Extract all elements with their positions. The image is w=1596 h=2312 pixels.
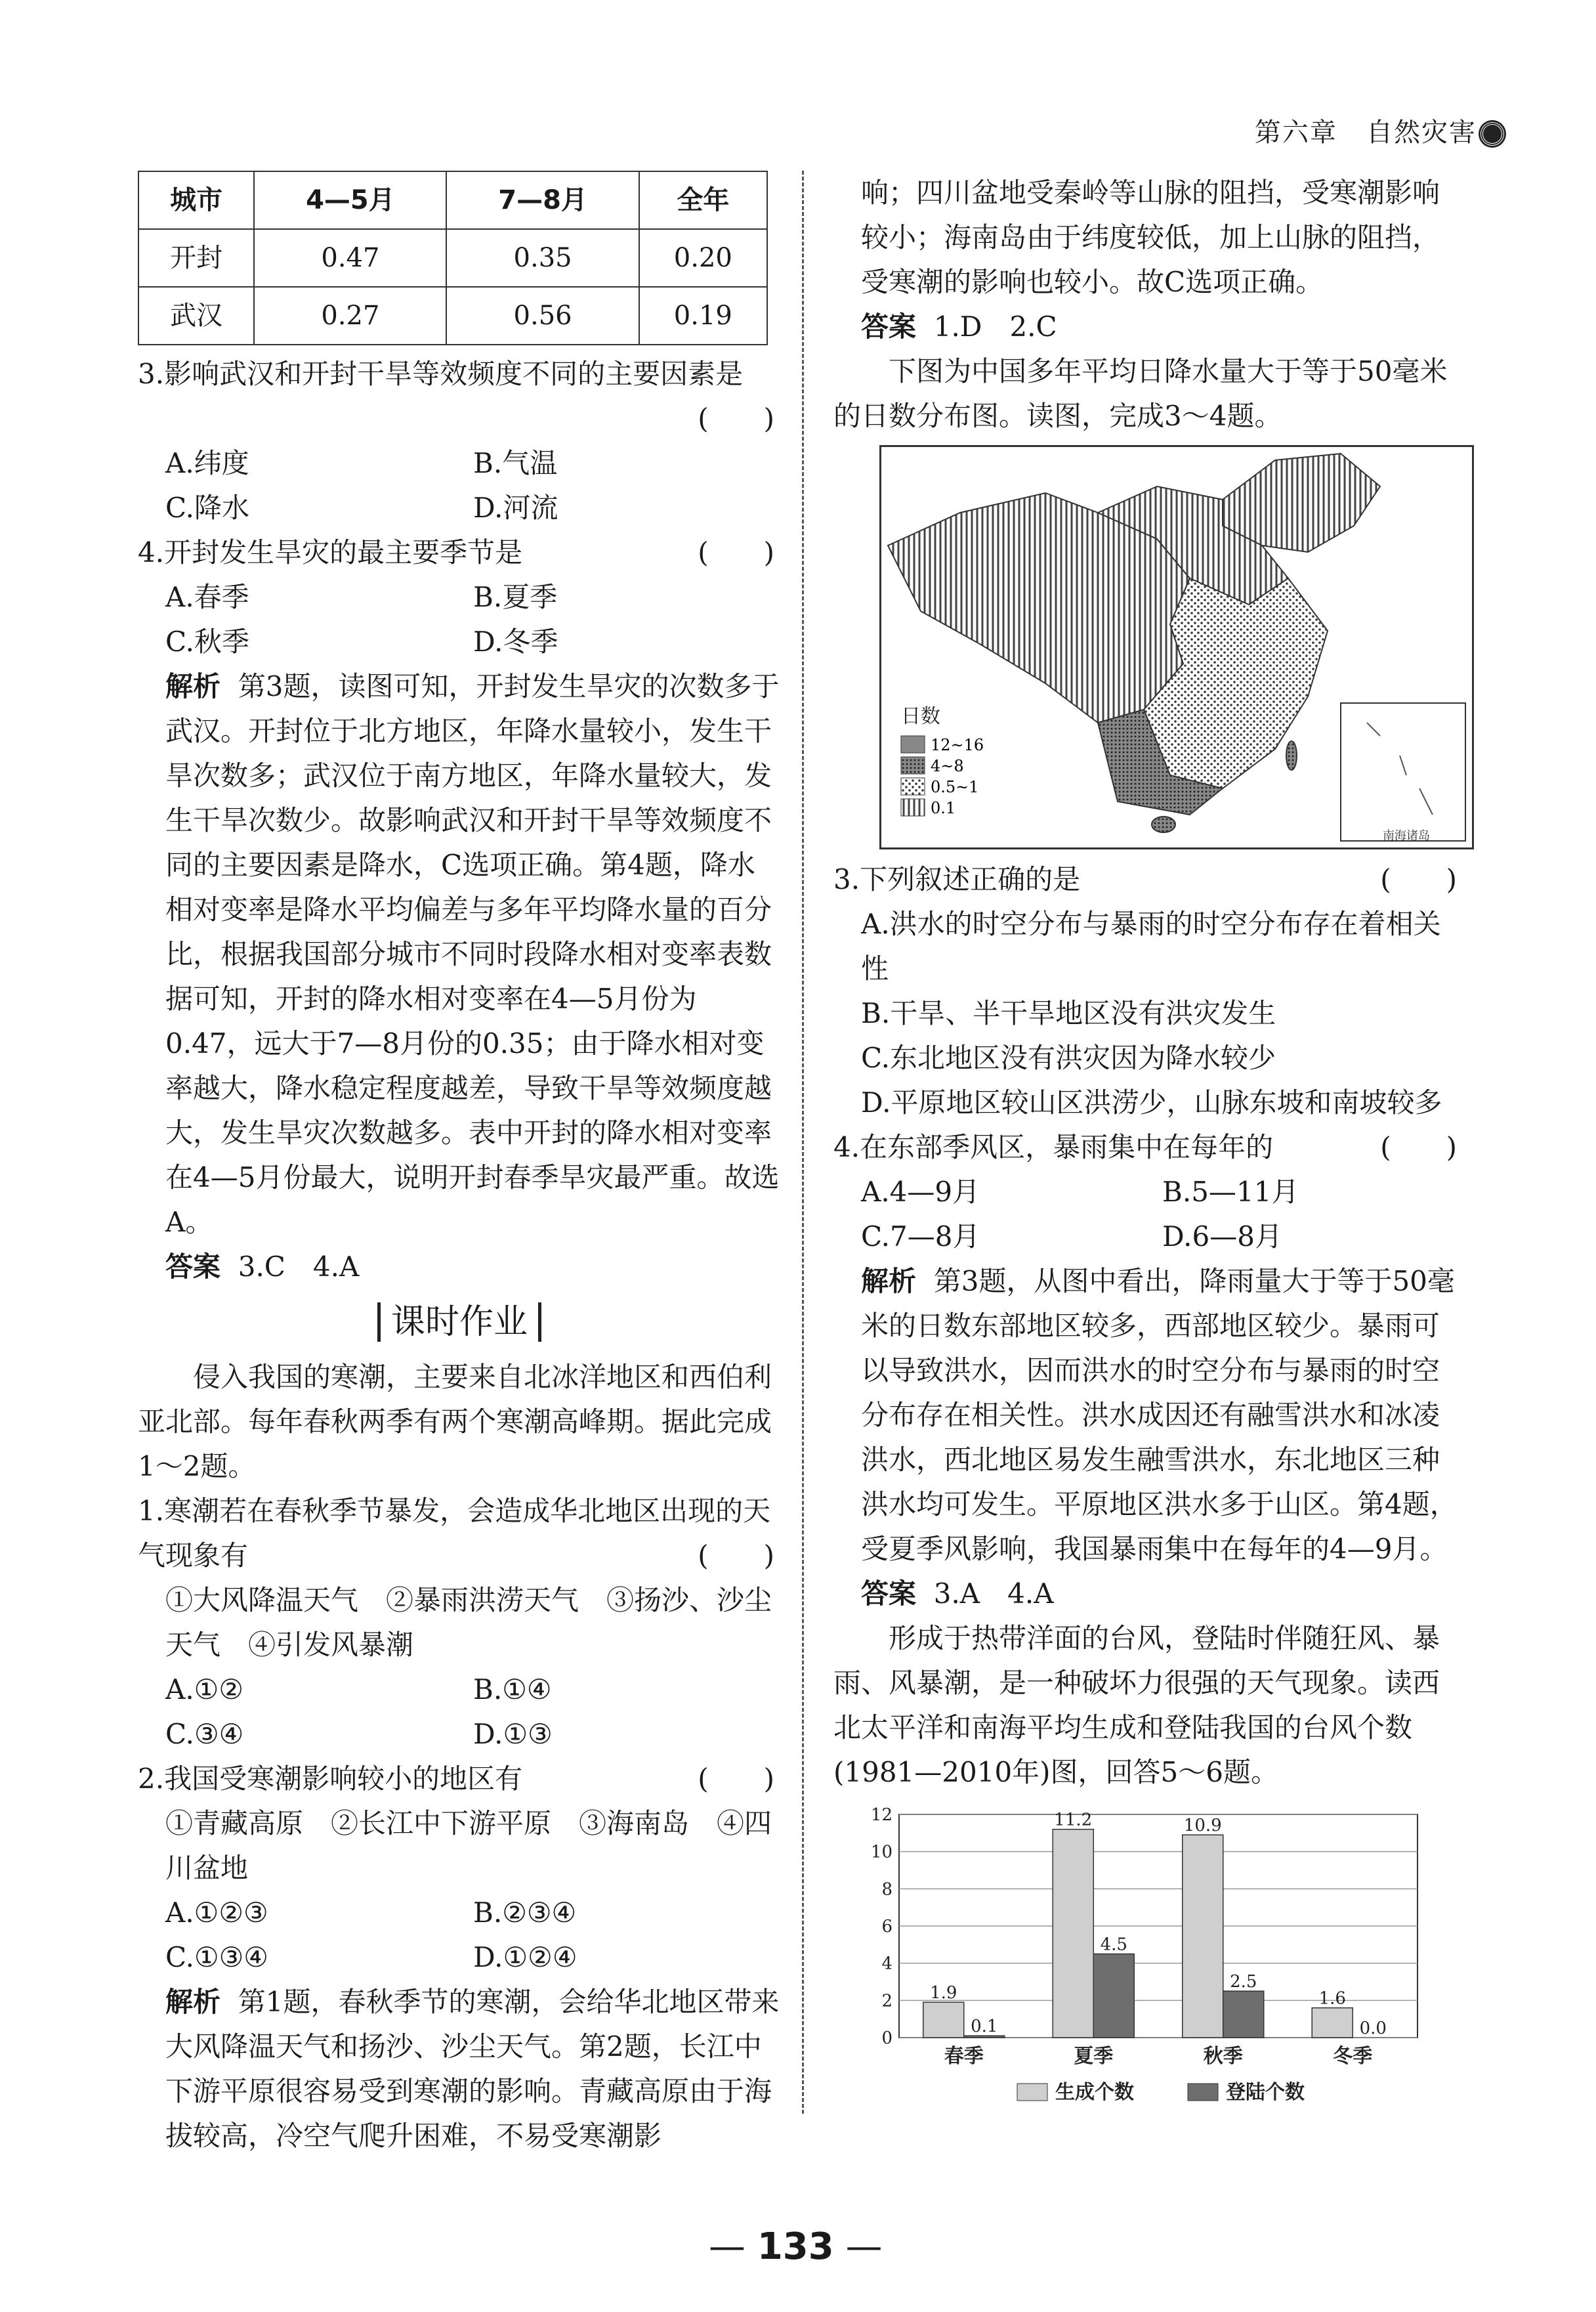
option-a: A.①②③ — [165, 1896, 268, 1929]
category-label: 春季 — [944, 2045, 984, 2068]
chapter-title: 自然灾害 — [1366, 118, 1477, 148]
table-row — [138, 287, 767, 345]
legend-swatch — [901, 736, 925, 753]
legend-label: 12~16 — [931, 736, 984, 754]
legend-label: 生成个数 — [1055, 2081, 1134, 2104]
data-label: 0.1 — [971, 2017, 998, 2037]
option-d: D.河流 — [473, 492, 558, 524]
legend-label: 0.1 — [931, 799, 956, 817]
answer-label: 答案 — [861, 1577, 917, 1610]
legend-label: 0.5~1 — [931, 778, 979, 796]
chart-svg — [860, 1801, 1450, 2116]
question-stem: 1.寒潮若在春秋季节暴发，会造成华北地区出现的天气现象有 — [138, 1495, 771, 1572]
data-label: 11.2 — [1054, 1810, 1093, 1830]
table-header-row — [138, 171, 767, 229]
answer-label: 答案 — [165, 1251, 221, 1283]
option-d: D.6—8月 — [1162, 1220, 1282, 1252]
y-tick-label: 12 — [870, 1805, 892, 1825]
question-4r — [833, 1125, 1463, 1259]
question-1 — [138, 1489, 781, 1757]
data-label: 1.6 — [1318, 1988, 1346, 2009]
answer-paren: ( ) — [698, 536, 774, 568]
legend-swatch — [901, 778, 925, 795]
options — [833, 1170, 1463, 1259]
option-b: B.气温 — [473, 447, 558, 479]
legend-swatch — [1188, 2084, 1218, 2101]
analysis-block — [138, 664, 781, 1245]
legend-label: 登陆个数 — [1226, 2081, 1305, 2104]
answer-block — [138, 1245, 781, 1289]
option-a: A.4—9月 — [861, 1176, 980, 1208]
data-label: 4.5 — [1100, 1935, 1127, 1955]
bar-landed — [1093, 1954, 1134, 2038]
answer-paren: ( ) — [698, 402, 774, 435]
option-d: D.①③ — [473, 1718, 553, 1750]
answer-block — [833, 1572, 1463, 1616]
legend-title: 日数 — [901, 705, 940, 728]
table-header-cell: 城市 — [138, 171, 254, 229]
bullet-icon — [1480, 122, 1504, 146]
page-number: — 133 — — [709, 2225, 883, 2268]
table-cell: 0.20 — [639, 229, 767, 287]
section-title-text: 课时作业 — [377, 1302, 541, 1342]
bar-generated — [1312, 2008, 1353, 2038]
option-d: D.平原地区较山区洪涝少，山脉东坡和南坡较多 — [861, 1086, 1442, 1119]
option-c: C.7—8月 — [861, 1220, 980, 1252]
question-items: ①青藏高原 ②长江中下游平原 ③海南岛 ④四川盆地 — [165, 1807, 772, 1884]
question-stem: 3.影响武汉和开封干旱等效频度不同的主要因素是 — [138, 358, 744, 390]
table-cell: 开封 — [138, 229, 254, 287]
chapter-label: 第六章 — [1254, 118, 1337, 148]
taiwan-island — [1286, 741, 1297, 770]
option-a: A.春季 — [165, 581, 249, 613]
bar-landed — [1223, 1991, 1264, 2038]
intro-paragraph: 下图为中国多年平均日降水量大于等于50毫米的日数分布图。读图，完成3～4题。 — [833, 355, 1448, 432]
analysis-label: 解析 — [165, 1986, 221, 2018]
option-b: B.②③④ — [473, 1896, 577, 1929]
analysis-continuation: 响；四川盆地受秦岭等山脉的阻挡，受寒潮影响较小；海南岛由于纬度较低，加上山脉的阻挡，受寒潮的影响也较小。故C选项正确。 — [861, 177, 1440, 298]
analysis-text: 第3题，读图可知，开封发生旱灾的次数多于武汉。开封位于北方地区，年降水量较小，发生干旱次数多；武汉位于南方地区，年降水量较大，发生干旱次数少。故影响武汉和开封干旱等效频度不同的主要因素是降水，C选项正确。第4题，降水相对变率是降水平均偏差与多年平均降水量的百分比，根据我国部分城市不同时段降水相对变率表数据可知，开封的降水相对变率在4—5月份为0.47，远大于7—8月份的0.35；由于降水相对变率越大，降水稳定程度越差，导致干旱等效频度越大，发生旱灾次数越多。表中开封的降水相对变率在4—5月份最大，说明开封春季旱灾最严重。故选A。 — [165, 670, 780, 1238]
y-tick-label: 2 — [881, 1991, 892, 2011]
answer-text: 1.D 2.C — [933, 310, 1057, 343]
option-c: C.①③④ — [165, 1941, 268, 1973]
table-cell: 0.19 — [639, 287, 767, 345]
analysis-block — [138, 1980, 781, 2158]
category-label: 夏季 — [1074, 2045, 1114, 2068]
precipitation-variability-table — [138, 171, 768, 345]
question-3r — [833, 857, 1463, 1125]
data-label: 10.9 — [1183, 1816, 1222, 1836]
table-row — [138, 229, 767, 287]
legend-swatch — [901, 757, 925, 774]
option-a: A.①② — [165, 1673, 243, 1705]
table-cell: 0.35 — [446, 229, 639, 287]
answer-text: 3.C 4.A — [238, 1251, 360, 1283]
table-header-cell: 4—5月 — [254, 171, 446, 229]
data-label: 2.5 — [1230, 1972, 1257, 1992]
typhoon-bar-chart — [860, 1801, 1463, 2130]
data-label: 1.9 — [930, 1983, 957, 2003]
y-tick-label: 4 — [881, 1954, 892, 1974]
data-label: 0.0 — [1359, 2019, 1387, 2038]
inset-label: 南海诸岛 — [1383, 829, 1430, 843]
options — [138, 441, 781, 530]
column-divider — [802, 171, 804, 2114]
question-stem: 4.在东部季风区，暴雨集中在每年的 — [833, 1131, 1274, 1163]
intro-paragraph: 侵入我国的寒潮，主要来自北冰洋地区和西伯利亚北部。每年春秋两季有两个寒潮高峰期。据此完成1～2题。 — [138, 1361, 772, 1482]
option-a: A.洪水的时空分布与暴雨的时空分布存在着相关性 — [861, 908, 1441, 985]
analysis-label: 解析 — [165, 670, 221, 702]
options — [138, 1667, 781, 1757]
option-b: B.干旱、半干旱地区没有洪灾发生 — [861, 997, 1276, 1029]
answer-paren: ( ) — [1380, 1131, 1457, 1163]
options — [138, 575, 781, 664]
category-label: 秋季 — [1203, 2045, 1243, 2068]
question-stem: 3.下列叙述正确的是 — [833, 863, 1081, 895]
option-a: A.纬度 — [165, 447, 249, 479]
answer-paren: ( ) — [698, 1763, 774, 1795]
option-c: C.降水 — [165, 492, 249, 524]
analysis-text: 第1题，春秋季节的寒潮，会给华北地区带来大风降温天气和扬沙、沙尘天气。第2题，长江中下游平原很容易受到寒潮的影响。青藏高原由于海拔较高，冷空气爬升困难，不易受寒潮影 — [165, 1986, 780, 2152]
option-c: C.东北地区没有洪灾因为降水较少 — [861, 1042, 1276, 1074]
question-stem: 2.我国受寒潮影响较小的地区有 — [138, 1763, 523, 1795]
answer-text: 3.A 4.A — [933, 1577, 1054, 1610]
table-cell: 0.47 — [254, 229, 446, 287]
option-b: B.①④ — [473, 1673, 552, 1705]
table-cell: 0.56 — [446, 287, 639, 345]
bar-generated — [1183, 1835, 1223, 2038]
answer-block — [833, 305, 1463, 349]
analysis-text: 第3题，从图中看出，降雨量大于等于50毫米的日数东部地区较多，西部地区较少。暴雨可以导致洪水，因而洪水的时空分布与暴雨的时空分布存在相关性。洪水成因还有融雪洪水和冰凌洪水，西北地区易发生融雪洪水，东北地区三种洪水均可发生。平原地区洪水多于山区。第4题，受夏季风影响，我国暴雨集中在每年的4—9月。 — [861, 1265, 1458, 1565]
y-tick-label: 10 — [870, 1842, 892, 1862]
china-map-svg — [881, 447, 1472, 847]
section-title — [138, 1300, 781, 1344]
answer-label: 答案 — [861, 310, 917, 343]
options — [138, 1891, 781, 1980]
left-column — [138, 171, 781, 2158]
option-b: B.夏季 — [473, 581, 558, 613]
south-china-sea-inset — [1341, 703, 1465, 841]
bar-generated — [1053, 1830, 1093, 2038]
option-c: C.③④ — [165, 1718, 244, 1750]
right-column — [833, 171, 1463, 2130]
question-stem: 4.开封发生旱灾的最主要季节是 — [138, 536, 523, 568]
y-tick-label: 8 — [881, 1879, 892, 1900]
analysis-label: 解析 — [861, 1265, 917, 1297]
answer-paren: ( ) — [1380, 863, 1457, 895]
legend-swatch — [1017, 2084, 1047, 2101]
question-2 — [138, 1757, 781, 1980]
y-tick-label: 6 — [881, 1917, 892, 1937]
option-d: D.①②④ — [473, 1941, 578, 1973]
question-3 — [138, 352, 781, 530]
question-4 — [138, 530, 781, 664]
table-header-cell: 全年 — [639, 171, 767, 229]
option-d: D.冬季 — [473, 626, 558, 658]
intro-paragraph: 形成于热带洋面的台风，登陆时伴随狂风、暴雨、风暴潮，是一种破坏力很强的天气现象。读西北太平洋和南海平均生成和登陆我国的台风个数(1981—2010年)图，回答5～6题。 — [833, 1622, 1440, 1788]
question-items: ①大风降温天气 ②暴雨洪涝天气 ③扬沙、沙尘天气 ④引发风暴潮 — [165, 1584, 772, 1661]
bar-generated — [923, 2002, 964, 2038]
table-header-cell: 7—8月 — [446, 171, 639, 229]
option-c: C.秋季 — [165, 626, 249, 658]
category-label: 冬季 — [1333, 2045, 1373, 2068]
hainan-island — [1152, 817, 1175, 832]
page-header — [1255, 112, 1504, 149]
y-tick-label: 0 — [881, 2028, 892, 2048]
option-b: B.5—11月 — [1162, 1176, 1299, 1208]
rainstorm-days-map — [879, 445, 1474, 849]
legend-label: 4~8 — [931, 757, 964, 775]
legend-swatch — [901, 799, 925, 816]
answer-paren: ( ) — [698, 1539, 774, 1572]
analysis-block — [833, 1259, 1463, 1572]
table-cell: 武汉 — [138, 287, 254, 345]
table-cell: 0.27 — [254, 287, 446, 345]
